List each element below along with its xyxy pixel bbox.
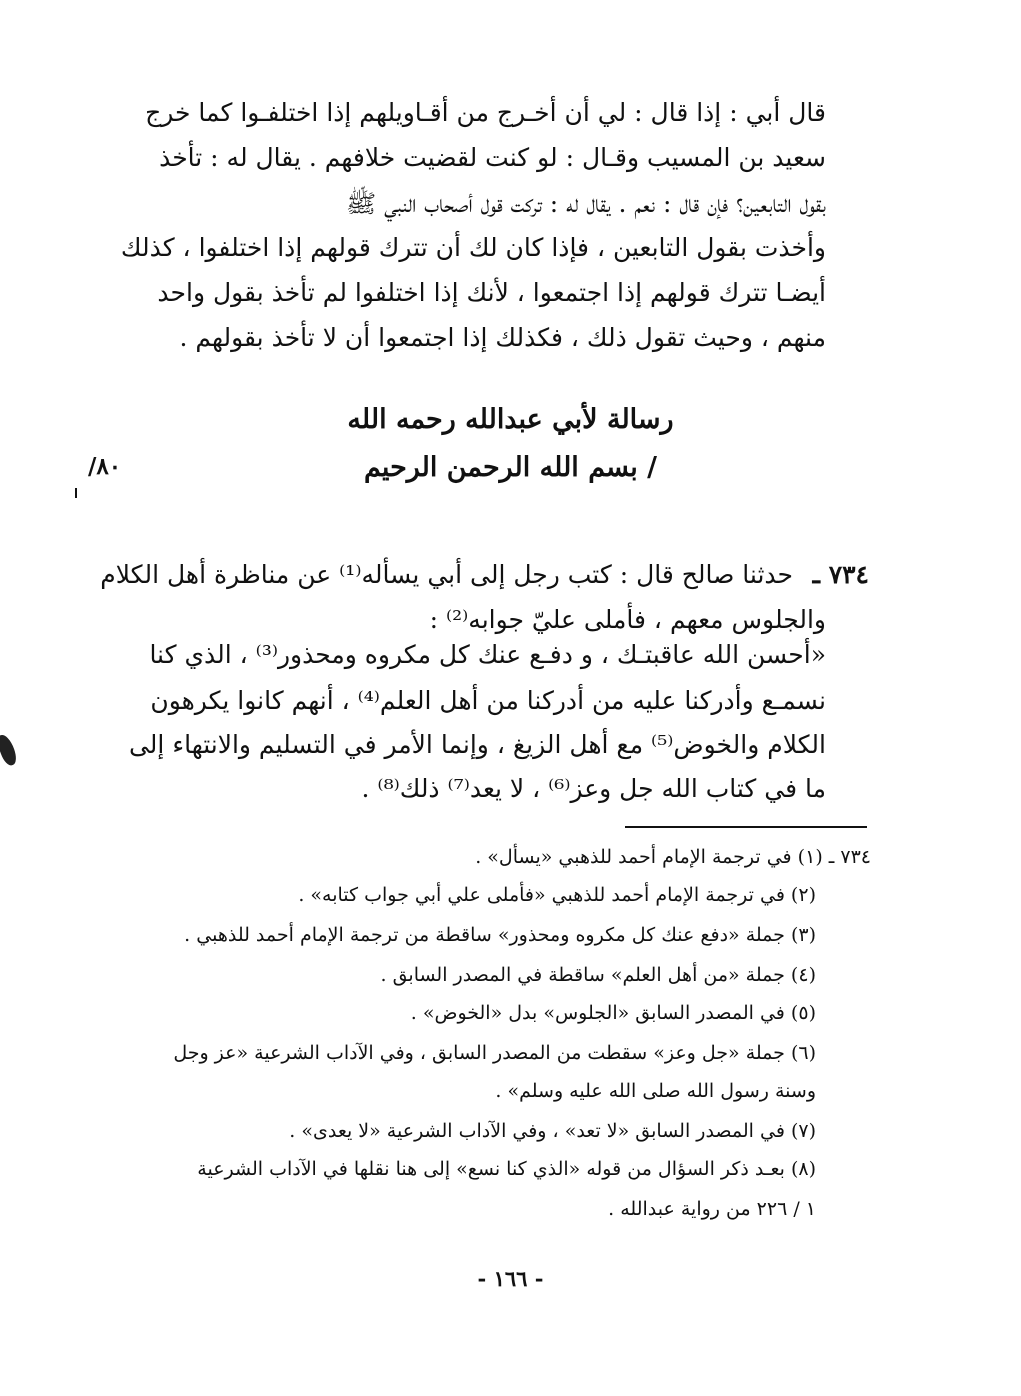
footnote-6: (٦) جملة «جل وعز» سقطت من المصدر السابق ، وفي الآداب الشرعية «عز وجل — [173, 1042, 816, 1064]
intro-line-4: وأخذت بقول التابعين ، فإذا كان لك أن تترك قولهم إذا اختلفوا ، كذلك — [120, 233, 826, 262]
footnote-6-continued: وسنة رسول الله صلى الله عليه وسلم» . — [495, 1080, 816, 1102]
margin-tick-mark — [75, 488, 77, 498]
intro-line-2: سعيد بن المسيب وقـال : لو كنت لقضيت خلافهم . يقال له : تأخذ — [159, 143, 826, 172]
footnote-2: (٢) في ترجمة الإمام أحمد للذهبي «فأملى علي أبي جواب كتابه» . — [298, 884, 816, 906]
section-title: رسالة لأبي عبدالله رحمه الله — [347, 404, 674, 435]
intro-line-5: أيضـا تترك قولهم إذا اجتمعوا ، لأنك إذا اختلفوا لم تأخذ بقول واحد — [157, 278, 826, 307]
hadith-line-2: والجلوس معهم ، فأملى عليّ جوابه⁽²⁾ : — [429, 605, 826, 634]
footnote-3: (٣) جملة «دفع عنك كل مكروه ومحذور» ساقطة من ترجمة الإمام أحمد للذهبي . — [184, 924, 816, 946]
intro-line-3: بقول التابعين؟ فإن قال : نعم . يقال له : تركت قول أصحاب النبي ﷺ — [345, 189, 826, 218]
scan-smudge — [0, 733, 19, 768]
hadith-line-1: حدثنا صالح قال : كتب رجل إلى أبي يسأله⁽¹⁾ عن مناظرة أهل الكلام — [100, 560, 793, 589]
footnote-separator — [625, 826, 867, 828]
footnote-4: (٤) جملة «من أهل العلم» ساقطة في المصدر السابق . — [380, 964, 816, 986]
margin-page-reference: ٨٠/ — [88, 453, 122, 480]
hadith-line-5: الكلام والخوض⁽⁵⁾ مع أهل الزيغ ، وإنما الأمر في التسليم والانتهاء إلى — [128, 730, 826, 759]
footnote-8: (٨) بعـد ذكر السؤال من قوله «الذي كنا نسع» إلى هنا نقلها في الآداب الشرعية — [197, 1158, 816, 1180]
footnote-1: ٧٣٤ ـ (١) في ترجمة الإمام أحمد للذهبي «يسأل» . — [475, 846, 871, 868]
basmala: / بسم الله الرحمن الرحيم — [363, 452, 658, 483]
hadith-number — [813, 560, 869, 589]
footnote-8-continued: ١ / ٢٢٦ من رواية عبدالله . — [608, 1198, 816, 1220]
hadith-line-3: «أحسن الله عاقبتـك ، و دفـع عنك كل مكروه ومحذور⁽³⁾ ، الذي كنا — [149, 640, 826, 669]
hadith-line-4: نسمـع وأدركنا عليه من أدركنا من أهل العلم⁽⁴⁾ ، أنهم كانوا يكرهون — [150, 686, 826, 715]
hadith-number-label: ٧٣٤ ـ — [812, 560, 869, 589]
intro-line-1: قال أبي : إذا قال : لي أن أخـرج من أقـاويلهم إذا اختلفـوا كما خرج — [145, 98, 826, 127]
footnote-7: (٧) في المصدر السابق «لا تعد» ، وفي الآداب الشرعية «لا يعدى» . — [289, 1120, 816, 1142]
footnote-5: (٥) في المصدر السابق «الجلوس» بدل «الخوض» . — [410, 1002, 816, 1024]
hadith-line-6: ما في كتاب الله جل وعز⁽⁶⁾ ، لا يعد⁽⁷⁾ ذلك⁽⁸⁾ . — [361, 774, 826, 803]
intro-line-6: منهم ، وحيث تقول ذلك ، فكذلك إذا اجتمعوا أن لا تأخذ بقولهم . — [179, 323, 826, 352]
page-number: - ١٦٦ - — [477, 1266, 544, 1291]
